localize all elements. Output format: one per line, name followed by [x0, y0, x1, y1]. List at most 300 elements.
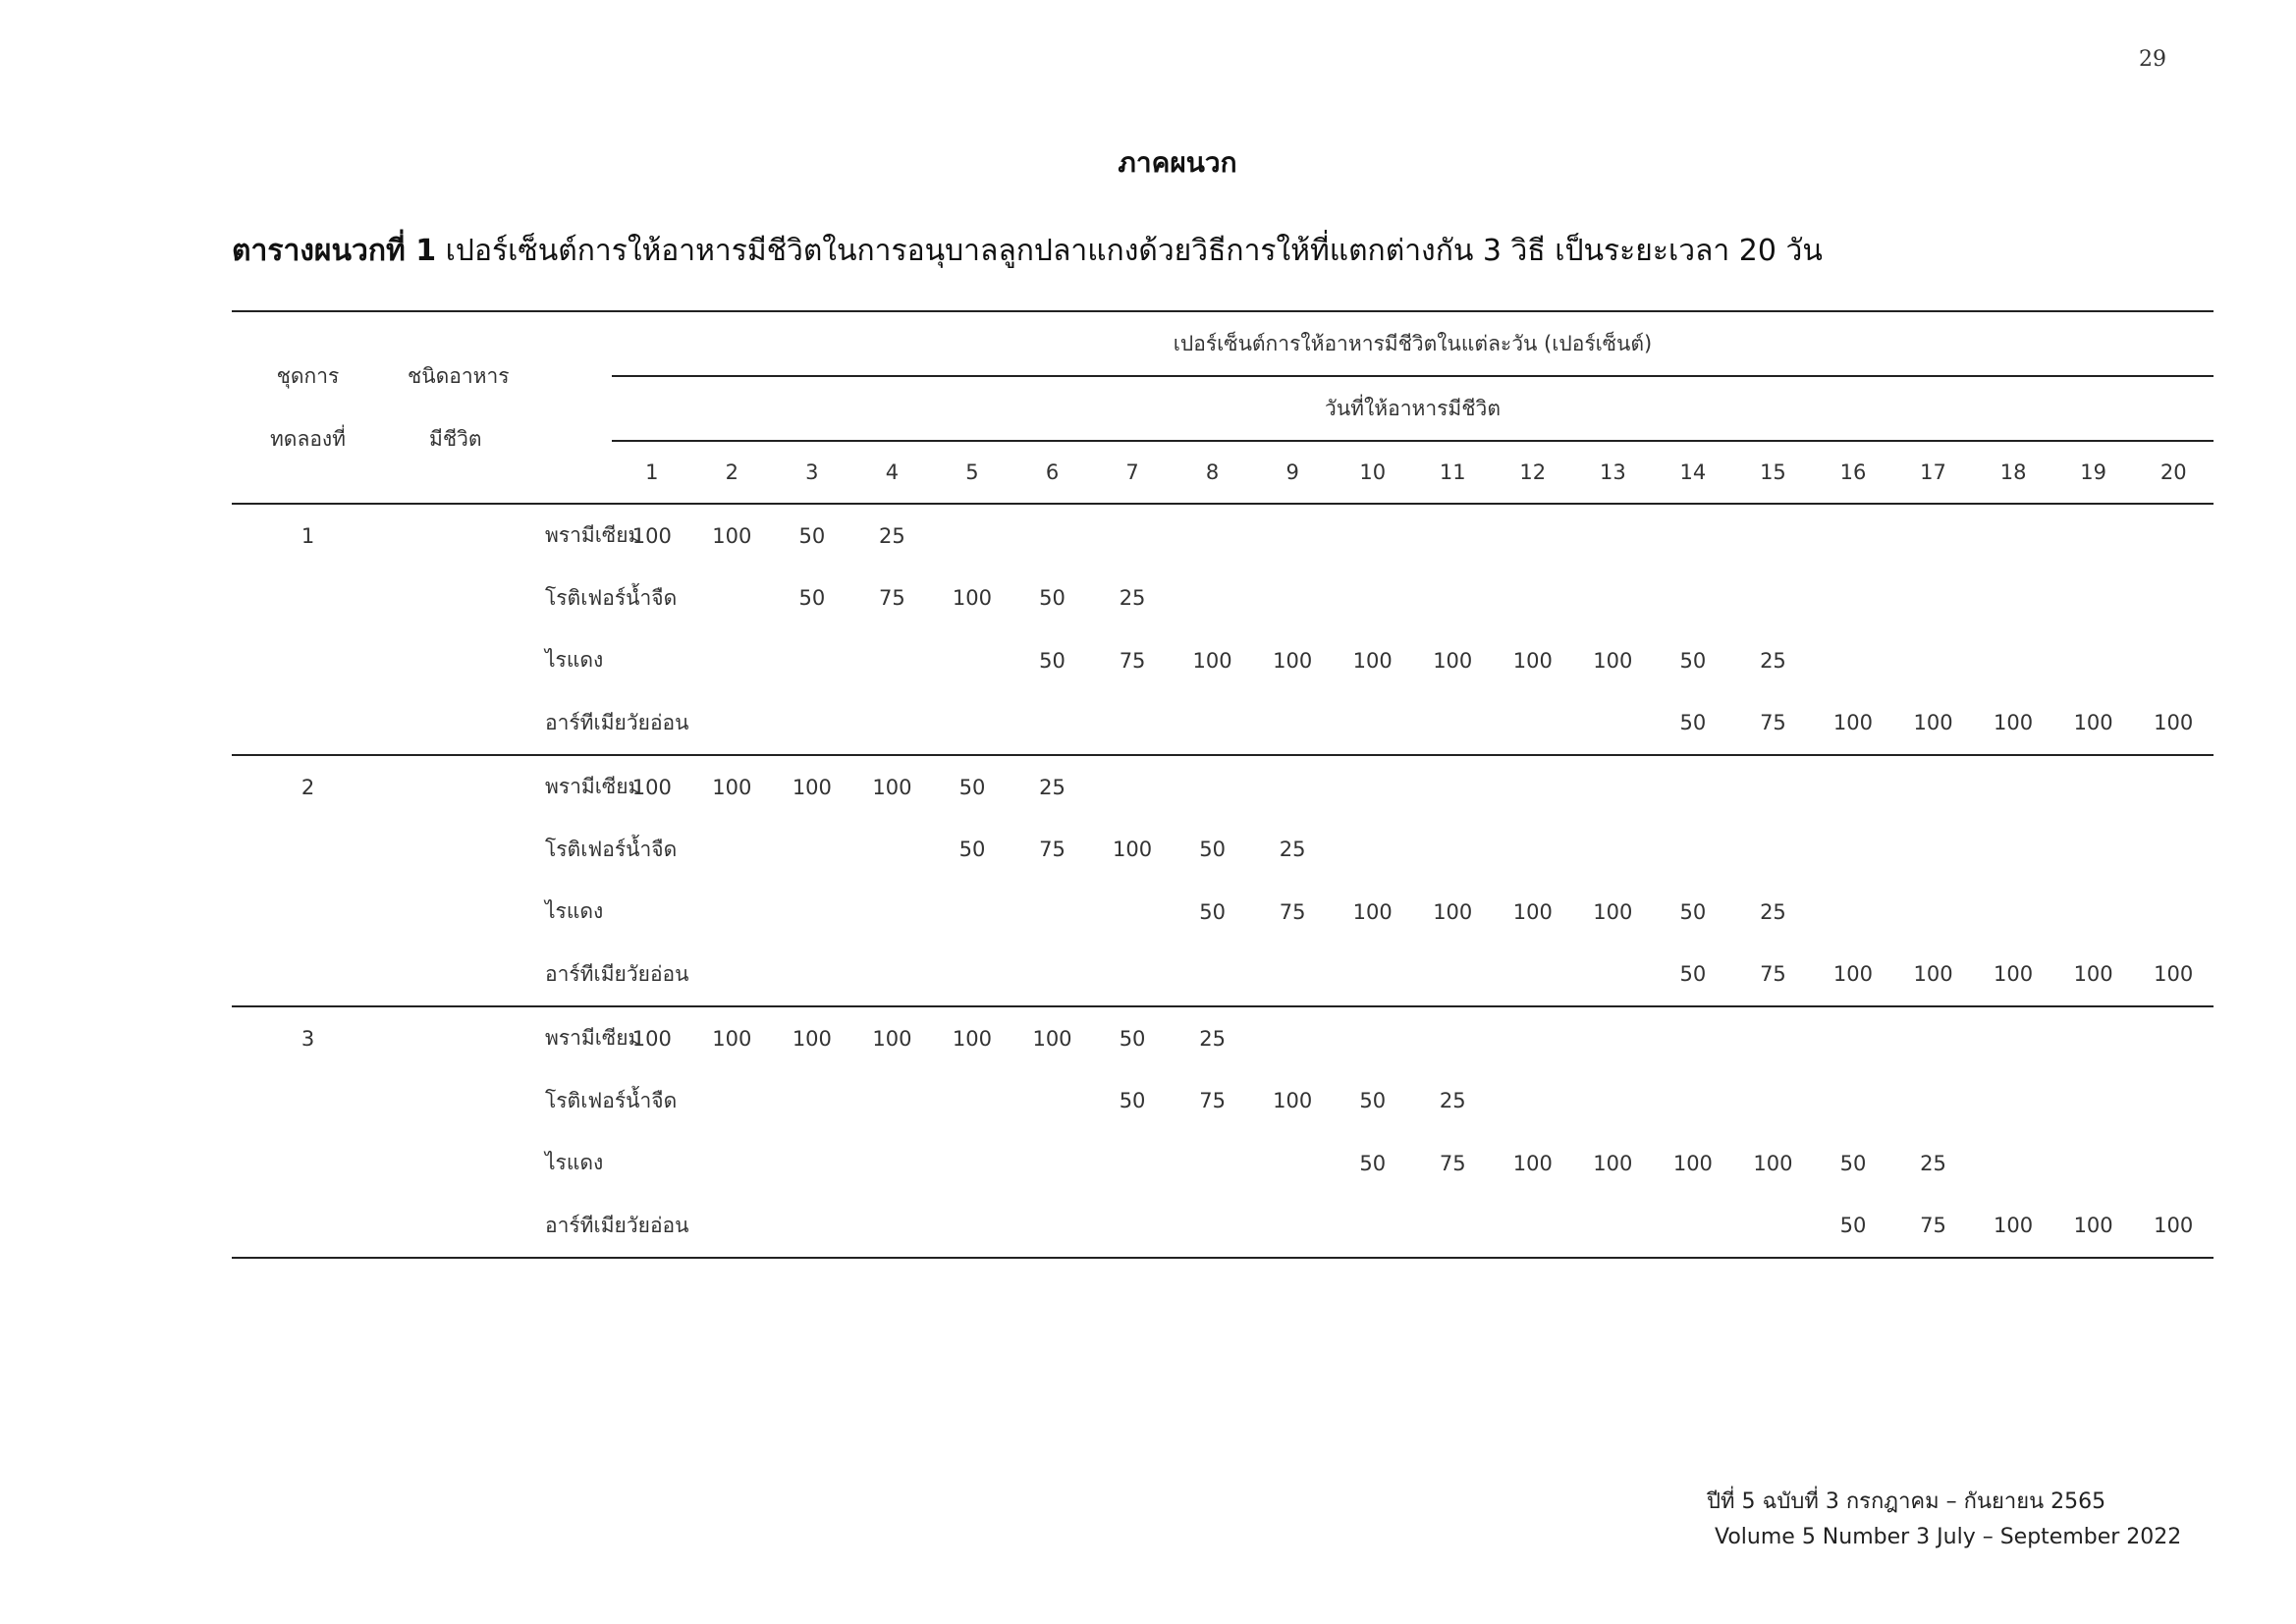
percent-cell	[2053, 819, 2134, 882]
percent-cell	[1573, 692, 1654, 756]
percent-cell	[772, 1132, 852, 1195]
percent-cell: 50	[958, 838, 986, 862]
percent-cell: 100	[712, 775, 752, 799]
treatment-set-cell	[232, 629, 384, 692]
percent-cell	[932, 1132, 1012, 1195]
percent-cell: 50	[1359, 1089, 1387, 1113]
percent-cell	[2133, 629, 2214, 692]
percent-cell	[1573, 755, 1654, 819]
percent-cell: 100	[1813, 944, 1893, 1007]
percent-cell	[1653, 755, 1733, 819]
percent-cell	[932, 881, 1012, 944]
percent-cell	[2133, 881, 2214, 944]
percent-cell	[1333, 1195, 1413, 1259]
percent-cell: 25	[1920, 1151, 1946, 1175]
percent-cell: 100	[872, 775, 912, 799]
day-header-cell: 19	[2053, 441, 2134, 504]
percent-cell	[1333, 504, 1413, 568]
page-number: 29	[2139, 47, 2166, 72]
percent-cell: 50	[1119, 1089, 1146, 1113]
percent-cell	[1092, 944, 1173, 1007]
day-header-cell: 5	[932, 441, 1012, 504]
percent-cell	[1813, 881, 1893, 944]
percent-cell	[1173, 944, 1253, 1007]
percent-cell	[852, 1195, 933, 1259]
percent-cell	[772, 881, 852, 944]
day-header-cell: 4	[852, 441, 933, 504]
percent-cell: 75	[1733, 944, 1814, 1007]
percent-cell	[1813, 1070, 1893, 1133]
percent-cell	[1092, 1132, 1173, 1195]
percent-cell: 100	[1433, 899, 1473, 924]
percent-cell	[1733, 568, 1814, 630]
percent-cell	[852, 1132, 933, 1195]
percent-cell	[1412, 1006, 1493, 1070]
percent-cell	[1173, 568, 1253, 630]
percent-cell: 100	[2053, 1195, 2134, 1259]
percent-cell: 100	[712, 1026, 752, 1051]
table-row	[232, 1132, 2214, 1195]
percent-cell: 25	[1760, 899, 1786, 924]
percent-cell: 100	[1593, 899, 1633, 924]
percent-cell: 100	[1973, 944, 2053, 1007]
percent-cell	[1493, 1070, 1573, 1133]
percent-cell: 100	[631, 523, 672, 548]
percent-cell	[1412, 568, 1493, 630]
percent-cell: 75	[1199, 1089, 1226, 1113]
percent-cell	[1092, 1195, 1173, 1259]
percent-cell	[852, 944, 933, 1007]
percent-cell	[1012, 944, 1093, 1007]
percent-cell	[1252, 692, 1333, 756]
percent-cell	[692, 1070, 773, 1133]
percent-cell: 100	[1113, 838, 1153, 862]
percent-cell	[1412, 1195, 1493, 1259]
day-header-cell: 12	[1493, 441, 1573, 504]
percent-cell	[1573, 568, 1654, 630]
percent-cell	[1173, 692, 1253, 756]
percent-cell	[1973, 881, 2053, 944]
percent-cell	[692, 568, 773, 630]
percent-cell: 25	[1039, 775, 1066, 799]
percent-cell	[1573, 944, 1654, 1007]
header-set-line1: ชุดการ	[276, 364, 340, 388]
day-header-cell: 13	[1573, 441, 1654, 504]
day-header-cell: 20	[2133, 441, 2214, 504]
percent-cell	[2133, 568, 2214, 630]
percent-cell: 100	[1192, 648, 1232, 673]
percent-cell	[1412, 944, 1493, 1007]
percent-cell	[1493, 944, 1573, 1007]
percent-cell	[1893, 504, 1974, 568]
day-header-cell: 14	[1653, 441, 1733, 504]
percent-cell	[1412, 755, 1493, 819]
table-row	[232, 692, 2214, 756]
percent-cell	[2053, 755, 2134, 819]
table-caption-text: เปอร์เซ็นต์การให้อาหารมีชีวิตในการอนุบาลลูกปลาแกงด้วยวิธีการให้ที่แตกต่างกัน 3 วิธี เป็นระยะเวลา 20 วัน	[436, 234, 1823, 268]
percent-cell: 100	[1273, 1089, 1313, 1113]
percent-cell	[1252, 568, 1333, 630]
percent-cell	[1813, 1006, 1893, 1070]
table-row	[232, 629, 2214, 692]
treatment-set-cell	[232, 944, 384, 1007]
percent-cell	[2053, 1132, 2134, 1195]
table-caption-label: ตารางผนวกที่ 1	[232, 234, 437, 268]
percent-cell	[1333, 944, 1413, 1007]
percent-cell	[932, 1195, 1012, 1259]
percent-cell	[1252, 1195, 1333, 1259]
percent-cell	[2133, 1006, 2214, 1070]
treatment-set-cell: 2	[301, 775, 315, 799]
percent-cell	[852, 1070, 933, 1133]
percent-cell: 100	[712, 523, 752, 548]
percent-cell: 100	[1032, 1026, 1072, 1051]
percent-cell	[692, 881, 773, 944]
percent-cell	[1893, 1006, 1974, 1070]
percent-cell	[692, 692, 773, 756]
percent-cell	[1653, 504, 1733, 568]
treatment-set-cell	[232, 568, 384, 630]
percent-cell	[1493, 568, 1573, 630]
food-type-cell: อาร์ทีเมียวัยอ่อน	[384, 692, 612, 756]
percent-cell	[2053, 881, 2134, 944]
treatment-set-cell	[232, 881, 384, 944]
percent-cell	[612, 629, 692, 692]
percent-cell	[1333, 568, 1413, 630]
percent-cell	[852, 819, 933, 882]
percent-cell	[1173, 1195, 1253, 1259]
percent-cell	[772, 629, 852, 692]
percent-cell	[932, 629, 1012, 692]
percent-cell: 100	[1352, 648, 1393, 673]
percent-cell	[2133, 504, 2214, 568]
percent-cell: 100	[2133, 692, 2214, 756]
percent-cell	[1493, 1195, 1573, 1259]
percent-cell	[1893, 881, 1974, 944]
percent-cell: 75	[1439, 1151, 1466, 1175]
percent-cell	[1813, 568, 1893, 630]
header-set	[232, 311, 384, 504]
percent-cell: 100	[1973, 692, 2053, 756]
table-caption	[232, 228, 1823, 274]
percent-cell: 50	[1653, 692, 1733, 756]
percent-cell	[1653, 1006, 1733, 1070]
percent-cell	[1173, 504, 1253, 568]
percent-cell	[1333, 755, 1413, 819]
percent-cell: 100	[1813, 692, 1893, 756]
percent-cell: 100	[1433, 648, 1473, 673]
percent-cell: 50	[798, 523, 826, 548]
percent-cell	[1333, 692, 1413, 756]
percent-cell	[1973, 1070, 2053, 1133]
percent-cell	[1012, 504, 1093, 568]
percent-cell	[852, 881, 933, 944]
percent-cell	[2133, 755, 2214, 819]
day-header-cell: 3	[772, 441, 852, 504]
percent-cell	[692, 629, 773, 692]
percent-cell	[1973, 1006, 2053, 1070]
percent-cell	[1973, 504, 2053, 568]
percent-cell: 100	[631, 775, 672, 799]
table-row	[232, 755, 2214, 819]
percent-cell: 100	[872, 1026, 912, 1051]
food-type-cell: พรามีเซียม	[545, 775, 642, 799]
table-row	[232, 568, 2214, 630]
percent-cell: 25	[1119, 586, 1146, 611]
percent-cell: 100	[952, 1026, 992, 1051]
treatment-set-cell: 3	[301, 1026, 315, 1051]
percent-cell: 100	[1512, 899, 1553, 924]
percent-cell: 50	[1679, 899, 1707, 924]
header-food-line1: ชนิดอาหาร	[408, 364, 510, 388]
percent-cell	[932, 504, 1012, 568]
percent-cell	[692, 1132, 773, 1195]
percent-cell	[1893, 819, 1974, 882]
percent-cell	[1653, 1070, 1733, 1133]
table-row	[232, 881, 2214, 944]
percent-cell	[1573, 1070, 1654, 1133]
percent-cell	[1252, 1132, 1333, 1195]
day-header-cell: 15	[1733, 441, 1814, 504]
percent-cell: 100	[1512, 1151, 1553, 1175]
day-header-cell: 11	[1412, 441, 1493, 504]
percent-cell	[2053, 568, 2134, 630]
percent-cell	[1092, 755, 1173, 819]
percent-cell: 25	[1439, 1089, 1466, 1113]
percent-cell: 50	[1039, 648, 1066, 673]
header-food-line2: มีชีวิต	[429, 427, 482, 451]
percent-cell	[1893, 1070, 1974, 1133]
percent-cell: 50	[958, 775, 986, 799]
percent-cell	[1173, 1132, 1253, 1195]
percent-cell	[2053, 504, 2134, 568]
food-type-cell: อาร์ทีเมียวัยอ่อน	[384, 944, 612, 1007]
percent-cell	[1412, 692, 1493, 756]
percent-cell	[1973, 629, 2053, 692]
percent-cell	[1813, 629, 1893, 692]
percent-cell: 100	[2133, 944, 2214, 1007]
treatment-set-cell	[232, 692, 384, 756]
percent-cell	[612, 1132, 692, 1195]
percent-cell	[1733, 1006, 1814, 1070]
percent-cell	[1252, 504, 1333, 568]
percent-cell: 100	[1893, 692, 1974, 756]
day-header-cell: 16	[1813, 441, 1893, 504]
treatment-set-cell	[232, 1070, 384, 1133]
percent-cell	[2133, 1132, 2214, 1195]
percent-cell	[1493, 819, 1573, 882]
percent-cell	[1893, 568, 1974, 630]
percent-cell: 100	[1893, 944, 1974, 1007]
percent-cell: 50	[1653, 944, 1733, 1007]
treatment-set-cell: 1	[301, 523, 315, 548]
percent-cell	[1733, 1070, 1814, 1133]
day-header-cell: 1	[612, 441, 692, 504]
percent-cell	[932, 1070, 1012, 1133]
table-row	[232, 1006, 2214, 1070]
percent-cell	[932, 692, 1012, 756]
percent-cell	[1733, 1195, 1814, 1259]
percent-cell: 50	[1359, 1151, 1387, 1175]
percent-cell	[1012, 1070, 1093, 1133]
percent-cell	[2053, 1070, 2134, 1133]
percent-cell	[1893, 755, 1974, 819]
percent-cell	[932, 944, 1012, 1007]
percent-cell	[612, 881, 692, 944]
day-header-cell: 17	[1893, 441, 1974, 504]
percent-cell	[1412, 504, 1493, 568]
percent-cell: 100	[1973, 1195, 2053, 1259]
percent-cell	[1493, 692, 1573, 756]
percent-cell	[1973, 1132, 2053, 1195]
day-header-cell: 2	[692, 441, 773, 504]
percent-cell: 25	[879, 523, 905, 548]
percent-cell	[1733, 504, 1814, 568]
day-header-cell: 6	[1012, 441, 1093, 504]
table-row	[232, 1195, 2214, 1259]
percent-cell	[772, 1070, 852, 1133]
percent-cell	[1573, 1195, 1654, 1259]
section-title: ภาคผนวก	[1118, 146, 1237, 179]
percent-cell	[1493, 755, 1573, 819]
percent-cell: 100	[1753, 1151, 1793, 1175]
percent-cell: 25	[1760, 648, 1786, 673]
percent-cell	[1813, 755, 1893, 819]
percent-cell: 100	[1352, 899, 1393, 924]
percent-cell: 50	[1039, 586, 1066, 611]
percent-cell: 25	[1279, 838, 1306, 862]
percent-cell	[1493, 1006, 1573, 1070]
percent-cell: 50	[798, 586, 826, 611]
treatment-set-cell	[232, 1195, 384, 1259]
percent-cell	[1813, 819, 1893, 882]
percent-cell	[1092, 881, 1173, 944]
percent-cell	[772, 1195, 852, 1259]
food-type-cell: อาร์ทีเมียวัยอ่อน	[384, 1195, 612, 1259]
treatment-set-cell	[232, 1132, 384, 1195]
food-type-cell: พรามีเซียม	[545, 523, 642, 548]
percent-cell	[2053, 629, 2134, 692]
percent-cell: 100	[952, 586, 992, 611]
percent-cell: 100	[792, 775, 832, 799]
percent-cell	[1012, 1132, 1093, 1195]
percent-cell: 100	[1593, 648, 1633, 673]
percent-cell	[1252, 944, 1333, 1007]
day-header-cell: 8	[1173, 441, 1253, 504]
percent-cell: 100	[1273, 648, 1313, 673]
table-body	[232, 311, 2214, 1258]
percent-cell	[2133, 1070, 2214, 1133]
percent-cell	[2053, 1006, 2134, 1070]
food-type-cell: โรติเฟอร์น้ำจืด	[545, 837, 678, 861]
percent-cell	[1573, 504, 1654, 568]
percent-cell: 100	[2133, 1195, 2214, 1259]
percent-cell	[1493, 504, 1573, 568]
percent-cell: 25	[1199, 1026, 1226, 1051]
day-header-cell: 10	[1333, 441, 1413, 504]
percent-cell	[1173, 755, 1253, 819]
percent-cell: 75	[1893, 1195, 1974, 1259]
header-percent-per-day: เปอร์เซ็นต์การให้อาหารมีชีวิตในแต่ละวัน (เปอร์เซ็นต์)	[612, 311, 2214, 376]
percent-cell: 100	[631, 1026, 672, 1051]
appendix-table	[232, 310, 2214, 1259]
percent-cell	[1412, 819, 1493, 882]
table-row	[232, 504, 2214, 568]
header-food-type	[384, 311, 612, 504]
treatment-set-cell	[232, 819, 384, 882]
percent-cell	[852, 629, 933, 692]
percent-cell: 75	[1733, 692, 1814, 756]
percent-cell: 100	[1593, 1151, 1633, 1175]
percent-cell	[2133, 819, 2214, 882]
percent-cell: 50	[1119, 1026, 1146, 1051]
percent-cell	[1012, 881, 1093, 944]
percent-cell	[772, 944, 852, 1007]
percent-cell: 75	[1039, 838, 1066, 862]
day-header-cell: 9	[1252, 441, 1333, 504]
food-type-cell: ไรแดง	[545, 648, 604, 673]
percent-cell	[1333, 819, 1413, 882]
percent-cell	[692, 1195, 773, 1259]
food-type-cell: โรติเฟอร์น้ำจืด	[545, 1088, 678, 1112]
percent-cell	[1653, 568, 1733, 630]
footer	[1707, 1485, 2181, 1555]
day-header-cell: 18	[1973, 441, 2053, 504]
footer-thai: ปีที่ 5 ฉบับที่ 3 กรกฎาคม – กันยายน 2565	[1707, 1489, 2106, 1514]
percent-cell: 50	[1199, 838, 1226, 862]
percent-cell	[772, 692, 852, 756]
percent-cell	[692, 944, 773, 1007]
percent-cell	[772, 819, 852, 882]
percent-cell	[1733, 819, 1814, 882]
day-header-cell: 7	[1092, 441, 1173, 504]
food-type-cell: ไรแดง	[545, 899, 604, 924]
header-set-line2: ทดลองที่	[269, 427, 347, 451]
percent-cell	[1333, 1006, 1413, 1070]
percent-cell: 75	[1119, 648, 1146, 673]
percent-cell	[1653, 819, 1733, 882]
percent-cell: 50	[1199, 899, 1226, 924]
percent-cell	[1573, 819, 1654, 882]
percent-cell	[852, 692, 933, 756]
percent-cell	[1973, 755, 2053, 819]
percent-cell: 75	[879, 586, 905, 611]
food-type-cell: โรติเฟอร์น้ำจืด	[545, 585, 678, 610]
percent-cell: 50	[1813, 1195, 1893, 1259]
percent-cell	[1092, 692, 1173, 756]
footer-english: Volume 5 Number 3 July – September 2022	[1715, 1525, 2182, 1549]
food-type-cell: ไรแดง	[545, 1151, 604, 1175]
food-type-cell: พรามีเซียม	[545, 1026, 642, 1051]
percent-cell	[1252, 1006, 1333, 1070]
table-row	[232, 1070, 2214, 1133]
percent-cell: 50	[1839, 1151, 1867, 1175]
header-row-top	[232, 311, 2214, 376]
percent-cell: 50	[1679, 648, 1707, 673]
percent-cell	[1893, 629, 1974, 692]
header-feeding-day: วันที่ให้อาหารมีชีวิต	[612, 376, 2214, 441]
percent-cell	[1092, 504, 1173, 568]
percent-cell: 100	[792, 1026, 832, 1051]
table-row	[232, 819, 2214, 882]
percent-cell	[1733, 755, 1814, 819]
percent-cell: 75	[1279, 899, 1306, 924]
percent-cell	[692, 819, 773, 882]
percent-cell	[1653, 1195, 1733, 1259]
percent-cell	[1973, 568, 2053, 630]
table-row	[232, 944, 2214, 1007]
percent-cell	[1573, 1006, 1654, 1070]
